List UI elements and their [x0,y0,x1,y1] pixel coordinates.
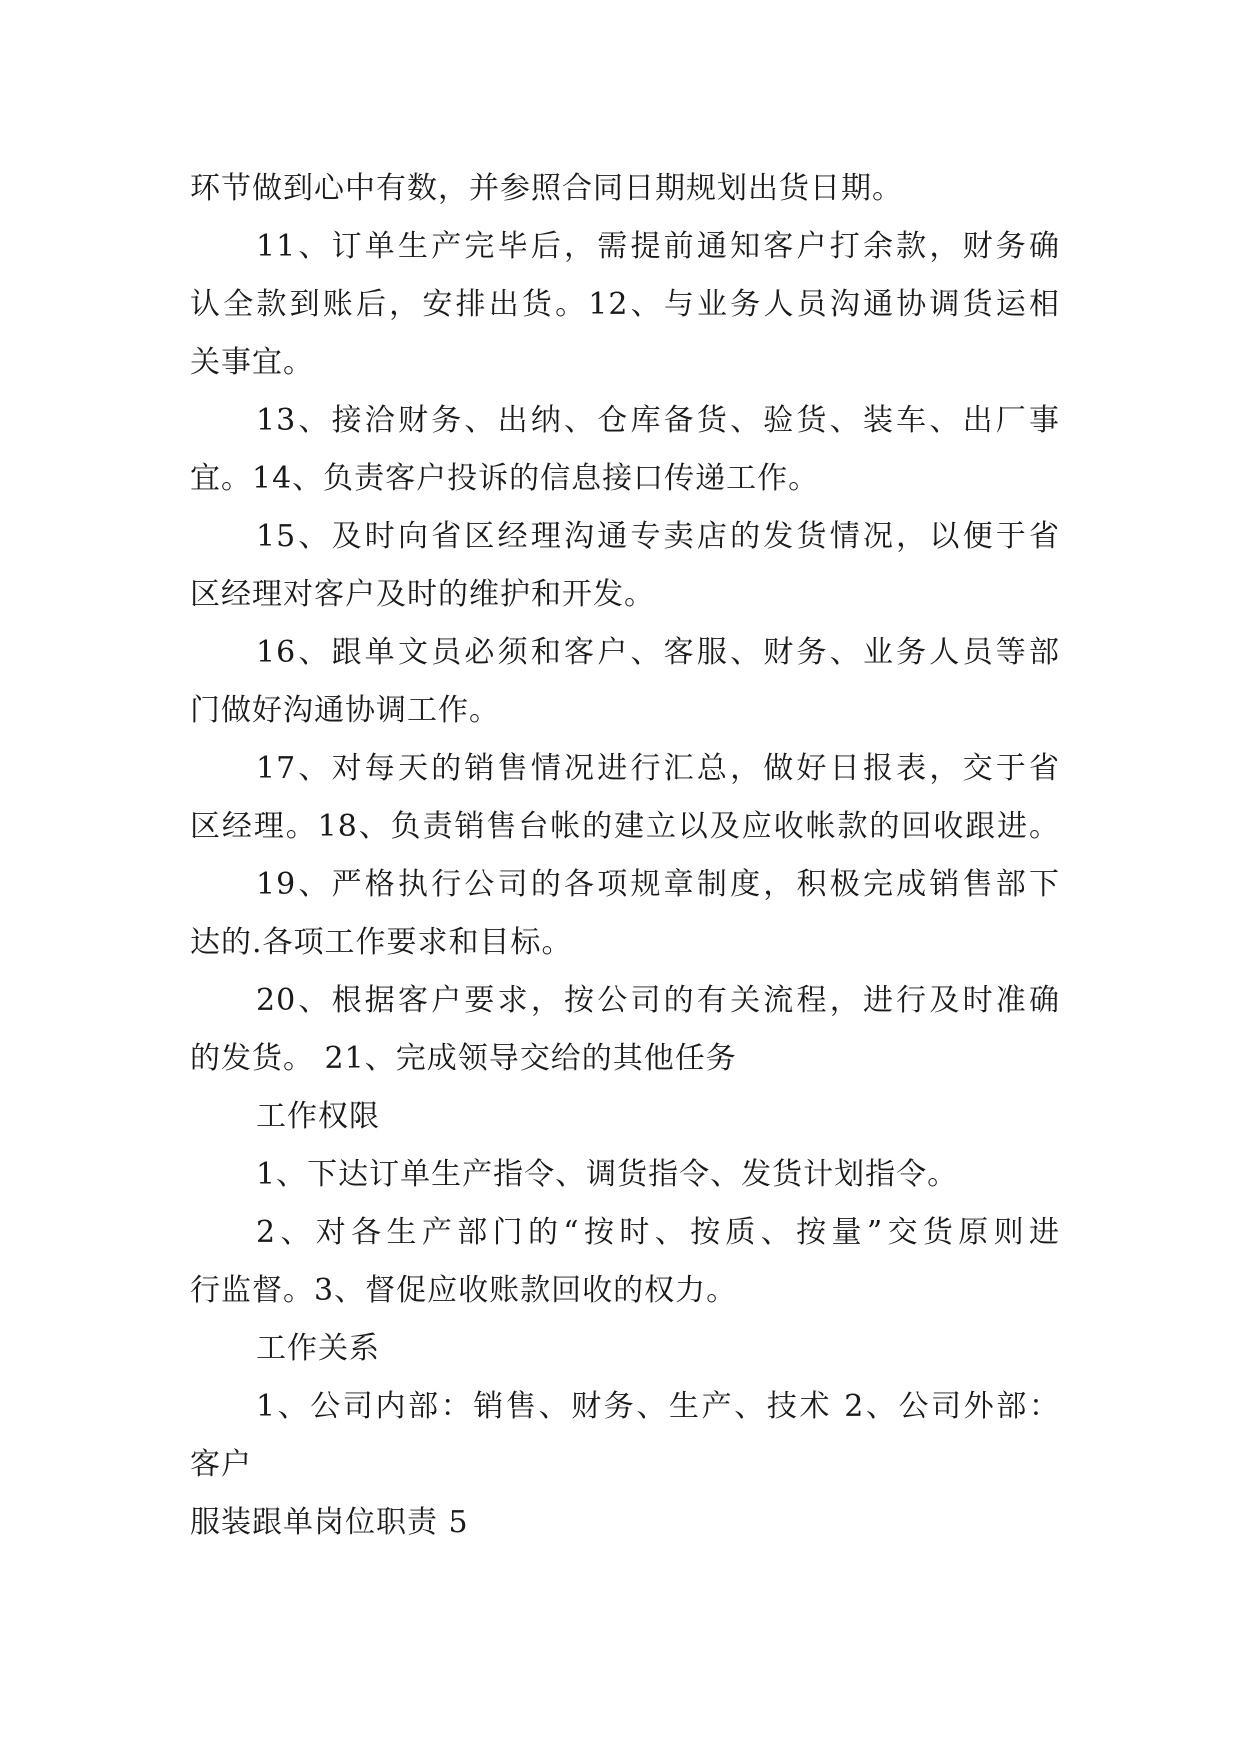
section-heading: 工作关系 [256,1331,380,1366]
text-line: 区经理对客户及时的维护和开发。 [190,577,655,612]
text-line: 13、接洽财务、出纳、仓库备货、验货、装车、出厂事 [256,403,1060,438]
text-line: 1、公司内部：销售、财务、生产、技术 2、公司外部： [256,1389,1060,1424]
text-line: 15、及时向省区经理沟通专卖店的发货情况，以便于省 [256,519,1060,554]
text-line: 20、根据客户要求，按公司的有关流程，进行及时准确 [256,983,1060,1018]
text-line: 1、下达订单生产指令、调货指令、发货计划指令。 [256,1157,959,1192]
text-line: 区经理。18、负责销售台帐的建立以及应收帐款的回收跟进。 [190,809,1060,844]
text-line: 17、对每天的销售情况进行汇总，做好日报表，交于省 [256,751,1060,786]
text-line: 16、跟单文员必须和客户、客服、财务、业务人员等部 [256,635,1060,670]
text-line: 客户 [190,1447,252,1482]
document-page [190,160,1060,1552]
text-line: 关事宜。 [190,345,314,380]
text-line: 行监督。3、督促应收账款回收的权力。 [190,1273,738,1308]
text-line: 19、严格执行公司的各项规章制度，积极完成销售部下 [256,867,1060,902]
text-line: 的发货。 21、完成领导交给的其他任务 [190,1041,737,1076]
text-line: 环节做到心中有数，并参照合同日期规划出货日期。 [190,171,903,206]
document-title: 服装跟单岗位职责 5 [190,1505,469,1540]
text-line: 11、订单生产完毕后，需提前通知客户打余款，财务确 [256,229,1060,264]
text-line: 达的.各项工作要求和目标。 [190,925,573,960]
text-line: 认全款到账后，安排出货。12、与业务人员沟通协调货运相 [190,287,1060,322]
text-line: 门做好沟通协调工作。 [190,693,500,728]
section-heading: 工作权限 [256,1099,380,1134]
text-line: 2、对各生产部门的“按时、按质、按量”交货原则进 [256,1215,1060,1250]
text-line: 宜。14、负责客户投诉的信息接口传递工作。 [190,461,820,496]
